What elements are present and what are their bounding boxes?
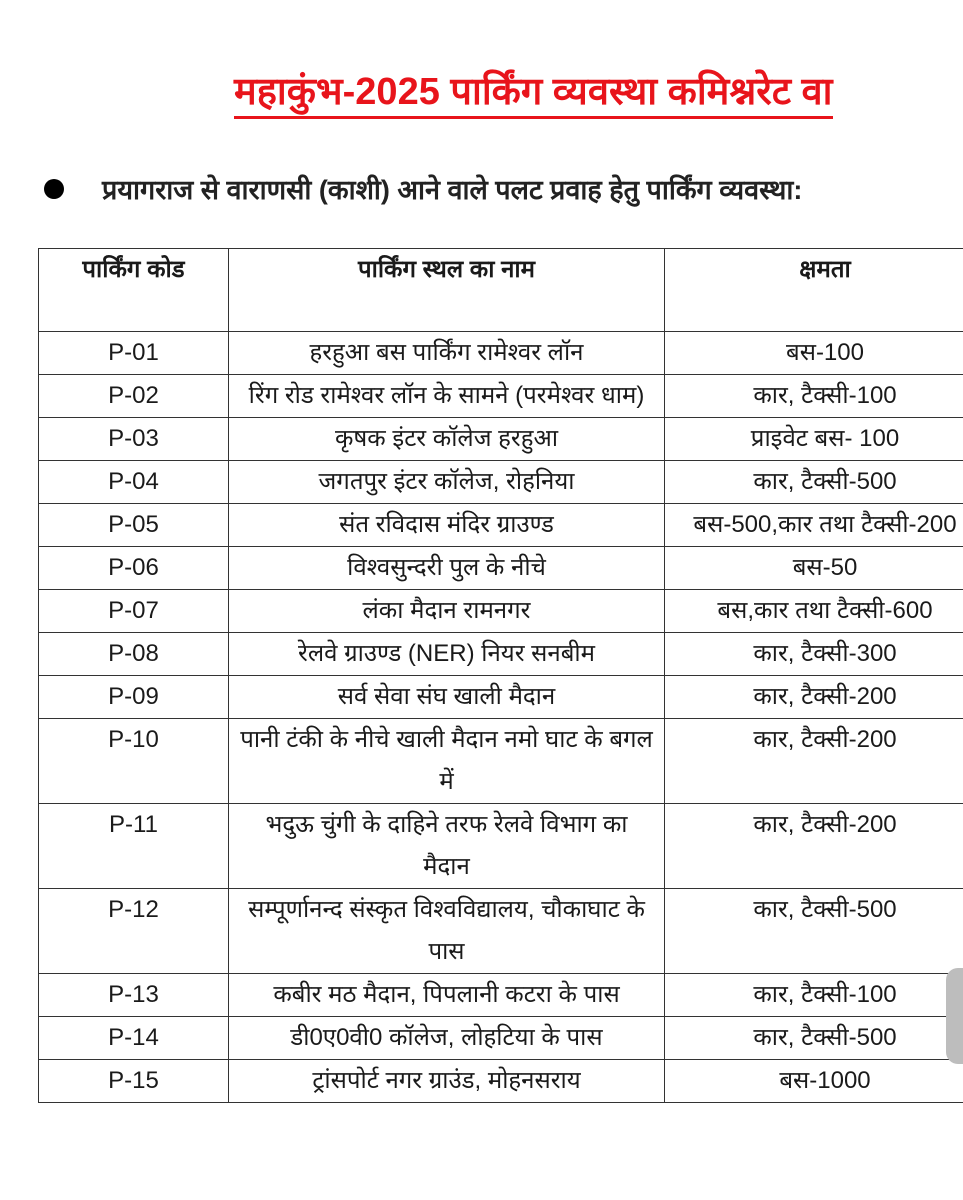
page-title: महाकुंभ-2025 पार्किंग व्यवस्था कमिश्नरेट वा [234, 70, 833, 119]
capacity-cell: कार, टैक्सी-200 [665, 676, 963, 719]
scrollbar-handle[interactable] [946, 968, 963, 1064]
capacity-cell: कार, टैक्सी-300 [665, 633, 963, 676]
bullet-icon [44, 179, 64, 199]
capacity-cell: कार, टैक्सी-200 [665, 719, 963, 804]
parking-name-cell: कृषक इंटर कॉलेज हरहुआ [229, 418, 665, 461]
capacity-cell: बस-50 [665, 547, 963, 590]
table-row [39, 332, 963, 375]
parking-name-cell: संत रविदास मंदिर ग्राउण्ड [229, 504, 665, 547]
capacity-cell: बस-1000 [665, 1060, 963, 1103]
parking-name-cell: सर्व सेवा संघ खाली मैदान [229, 676, 665, 719]
capacity-cell: कार, टैक्सी-200 [665, 804, 963, 889]
header-parking-name: पार्किंग स्थल का नाम [229, 249, 665, 332]
parking-code-cell: P-02 [39, 375, 229, 418]
parking-name-cell: कबीर मठ मैदान, पिपलानी कटरा के पास [229, 974, 665, 1017]
parking-code-cell: P-11 [39, 804, 229, 889]
parking-name-cell: रिंग रोड रामेश्वर लॉन के सामने (परमेश्वर धाम) [229, 375, 665, 418]
parking-name-cell: जगतपुर इंटर कॉलेज, रोहनिया [229, 461, 665, 504]
parking-code-cell: P-01 [39, 332, 229, 375]
parking-name-cell: हरहुआ बस पार्किंग रामेश्वर लॉन [229, 332, 665, 375]
parking-code-cell: P-04 [39, 461, 229, 504]
parking-table [38, 248, 963, 1103]
table-row [39, 590, 963, 633]
parking-code-cell: P-08 [39, 633, 229, 676]
parking-name-cell: भदुऊ चुंगी के दाहिने तरफ रेलवे विभाग का मैदान [229, 804, 665, 889]
parking-name-cell: लंका मैदान रामनगर [229, 590, 665, 633]
table-row [39, 719, 963, 804]
header-capacity: क्षमता [665, 249, 963, 332]
parking-code-cell: P-13 [39, 974, 229, 1017]
table-header-row [39, 249, 963, 332]
table-row [39, 1060, 963, 1103]
table-row [39, 1017, 963, 1060]
parking-code-cell: P-15 [39, 1060, 229, 1103]
parking-name-cell: ट्रांसपोर्ट नगर ग्राउंड, मोहनसराय [229, 1060, 665, 1103]
parking-name-cell: डी0ए0वी0 कॉलेज, लोहटिया के पास [229, 1017, 665, 1060]
capacity-cell: बस-100 [665, 332, 963, 375]
table-row [39, 889, 963, 974]
parking-code-cell: P-09 [39, 676, 229, 719]
capacity-cell: कार, टैक्सी-500 [665, 1017, 963, 1060]
parking-code-cell: P-07 [39, 590, 229, 633]
capacity-cell: कार, टैक्सी-100 [665, 974, 963, 1017]
capacity-cell: प्राइवेट बस- 100 [665, 418, 963, 461]
parking-name-cell: रेलवे ग्राउण्ड (NER) नियर सनबीम [229, 633, 665, 676]
parking-code-cell: P-03 [39, 418, 229, 461]
table-row [39, 375, 963, 418]
parking-code-cell: P-12 [39, 889, 229, 974]
table-row [39, 974, 963, 1017]
section-heading [44, 170, 802, 207]
header-parking-code: पार्किंग कोड [39, 249, 229, 332]
section-subtitle: प्रयागराज से वाराणसी (काशी) आने वाले पलट प्रवाह हेतु पार्किंग व्यवस्था: [102, 175, 803, 205]
capacity-cell: कार, टैक्सी-500 [665, 889, 963, 974]
parking-name-cell: पानी टंकी के नीचे खाली मैदान नमो घाट के बगल में [229, 719, 665, 804]
table-row [39, 804, 963, 889]
capacity-cell: कार, टैक्सी-500 [665, 461, 963, 504]
parking-code-cell: P-10 [39, 719, 229, 804]
table-row [39, 418, 963, 461]
capacity-cell: बस-500,कार तथा टैक्सी-200 [665, 504, 963, 547]
parking-code-cell: P-14 [39, 1017, 229, 1060]
parking-code-cell: P-05 [39, 504, 229, 547]
parking-name-cell: विश्वसुन्दरी पुल के नीचे [229, 547, 665, 590]
parking-code-cell: P-06 [39, 547, 229, 590]
capacity-cell: कार, टैक्सी-100 [665, 375, 963, 418]
table-row [39, 547, 963, 590]
table-row [39, 461, 963, 504]
table-row [39, 633, 963, 676]
parking-name-cell: सम्पूर्णानन्द संस्कृत विश्वविद्यालय, चौकाघाट के पास [229, 889, 665, 974]
table-row [39, 676, 963, 719]
capacity-cell: बस,कार तथा टैक्सी-600 [665, 590, 963, 633]
table-row [39, 504, 963, 547]
